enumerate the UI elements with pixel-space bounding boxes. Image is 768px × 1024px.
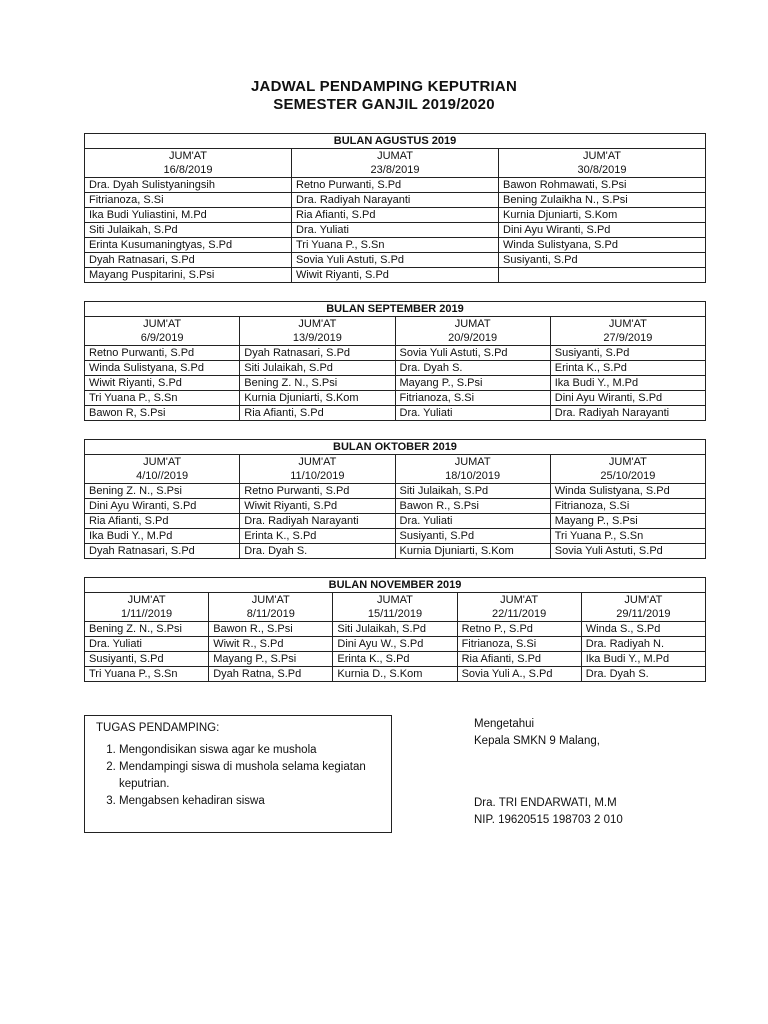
assignee-cell: Ria Afianti, S.Pd <box>292 208 499 223</box>
table-row <box>85 544 706 559</box>
assignee-cell: Siti Julaikah, S.Pd <box>333 622 457 637</box>
table-row <box>85 178 706 193</box>
table-row <box>85 268 706 283</box>
date-header: 1/11//2019 <box>85 607 209 622</box>
table-row <box>85 667 706 682</box>
assignee-cell: Bawon R., S.Psi <box>395 499 550 514</box>
date-header: 4/10//2019 <box>85 469 240 484</box>
signatory-block <box>474 795 623 829</box>
date-header: 15/11/2019 <box>333 607 457 622</box>
assignee-cell: Erinta K., S.Pd <box>240 529 395 544</box>
assignee-cell: Dra. Yuliati <box>395 406 550 421</box>
table-row <box>85 238 706 253</box>
table-row <box>85 529 706 544</box>
table-row <box>85 223 706 238</box>
day-header: JUMAT <box>333 593 457 608</box>
assignee-cell: Dra. Yuliati <box>292 223 499 238</box>
assignee-cell: Winda Sulistyana, S.Pd <box>85 361 240 376</box>
assignee-cell: Mayang P., S.Psi <box>209 652 333 667</box>
month-header: BULAN AGUSTUS 2019 <box>85 134 706 149</box>
day-header: JUM'AT <box>85 317 240 332</box>
assignee-cell: Bening Z. N., S.Psi <box>240 376 395 391</box>
assignee-cell: Tri Yuana P., S.Sn <box>550 529 705 544</box>
assignee-cell: Mayang Puspitarini, S.Psi <box>85 268 292 283</box>
approval-block <box>474 716 600 750</box>
assignee-cell: Fitrianoza, S.Si <box>85 193 292 208</box>
assignee-cell: Winda Sulistyana, S.Pd <box>499 238 706 253</box>
date-header: 8/11/2019 <box>209 607 333 622</box>
date-header: 6/9/2019 <box>85 331 240 346</box>
table-row <box>85 361 706 376</box>
assignee-cell: Dra. Radiyah Narayanti <box>550 406 705 421</box>
document-subtitle: SEMESTER GANJIL 2019/2020 <box>273 96 495 113</box>
assignee-cell: Wiwit Riyanti, S.Pd <box>292 268 499 283</box>
assignee-cell: Erinta K., S.Pd <box>333 652 457 667</box>
assignee-cell: Kurnia Djuniarti, S.Kom <box>395 544 550 559</box>
day-header: JUM'AT <box>457 593 581 608</box>
schedule-table-bulan-november-2019 <box>84 577 706 682</box>
assignee-cell <box>499 268 706 283</box>
table-row <box>85 253 706 268</box>
date-header: 18/10/2019 <box>395 469 550 484</box>
day-header: JUM'AT <box>85 593 209 608</box>
assignee-cell: Winda S., S.Pd <box>581 622 705 637</box>
table-row <box>85 208 706 223</box>
signatory-nip: NIP. 19620515 198703 2 010 <box>474 814 623 826</box>
table-row <box>85 652 706 667</box>
month-header: BULAN SEPTEMBER 2019 <box>85 302 706 317</box>
day-header: JUM'AT <box>499 149 706 164</box>
assignee-cell: Retno P., S.Pd <box>457 622 581 637</box>
assignee-cell: Erinta Kusumaningtyas, S.Pd <box>85 238 292 253</box>
signatory-name: Dra. TRI ENDARWATI, M.M <box>474 797 617 809</box>
assignee-cell: Dra. Yuliati <box>395 514 550 529</box>
date-header: 16/8/2019 <box>85 163 292 178</box>
assignee-cell: Dini Ayu Wiranti, S.Pd <box>499 223 706 238</box>
assignee-cell: Dra. Radiyah Narayanti <box>292 193 499 208</box>
principal-title: Kepala SMKN 9 Malang, <box>474 735 600 747</box>
day-header: JUMAT <box>395 455 550 470</box>
assignee-cell: Sovia Yuli Astuti, S.Pd <box>550 544 705 559</box>
date-header: 23/8/2019 <box>292 163 499 178</box>
day-header: JUM'AT <box>240 317 395 332</box>
month-header: BULAN OKTOBER 2019 <box>85 440 706 455</box>
assignee-cell: Fitrianoza, S.Si <box>457 637 581 652</box>
assignee-cell: Wiwit R., S.Pd <box>209 637 333 652</box>
assignee-cell: Susiyanti, S.Pd <box>395 529 550 544</box>
day-header: JUM'AT <box>240 455 395 470</box>
assignee-cell: Dini Ayu Wiranti, S.Pd <box>85 499 240 514</box>
assignee-cell: Ria Afianti, S.Pd <box>85 514 240 529</box>
assignee-cell: Ria Afianti, S.Pd <box>457 652 581 667</box>
assignee-cell: Bening Zulaikha N., S.Psi <box>499 193 706 208</box>
assignee-cell: Dyah Ratna, S.Pd <box>209 667 333 682</box>
assignee-cell: Bening Z. N., S.Psi <box>85 622 209 637</box>
assignee-cell: Erinta K., S.Pd <box>550 361 705 376</box>
day-header: JUM'AT <box>550 317 705 332</box>
assignee-cell: Susiyanti, S.Pd <box>550 346 705 361</box>
assignee-cell: Kurnia Djuniarti, S.Kom <box>240 391 395 406</box>
assignee-cell: Dra. Radiyah N. <box>581 637 705 652</box>
day-header: JUMAT <box>395 317 550 332</box>
table-row <box>85 637 706 652</box>
assignee-cell: Bawon R, S.Psi <box>85 406 240 421</box>
assignee-cell: Retno Purwanti, S.Pd <box>85 346 240 361</box>
assignee-cell: Retno Purwanti, S.Pd <box>292 178 499 193</box>
day-header: JUM'AT <box>581 593 705 608</box>
assignee-cell: Dra. Radiyah Narayanti <box>240 514 395 529</box>
assignee-cell: Ika Budi Yuliastini, M.Pd <box>85 208 292 223</box>
duties-list <box>85 742 369 810</box>
day-header: JUM'AT <box>85 455 240 470</box>
assignee-cell: Bawon R., S.Psi <box>209 622 333 637</box>
schedule-table-bulan-oktober-2019 <box>84 439 706 559</box>
duty-item: 3. Mengabsen kehadiran siswa <box>119 793 369 810</box>
assignee-cell: Dra. Dyah S. <box>395 361 550 376</box>
assignee-cell: Dyah Ratnasari, S.Pd <box>85 544 240 559</box>
date-header: 25/10/2019 <box>550 469 705 484</box>
table-row <box>85 346 706 361</box>
date-header: 30/8/2019 <box>499 163 706 178</box>
assignee-cell: Dini Ayu Wiranti, S.Pd <box>550 391 705 406</box>
assignee-cell: Sovia Yuli A., S.Pd <box>457 667 581 682</box>
day-header: JUM'AT <box>85 149 292 164</box>
assignee-cell: Dra. Dyah Sulistyaningsih <box>85 178 292 193</box>
assignee-cell: Dra. Yuliati <box>85 637 209 652</box>
date-header: 11/10/2019 <box>240 469 395 484</box>
assignee-cell: Mayang P., S.Psi <box>550 514 705 529</box>
assignee-cell: Kurnia D., S.Kom <box>333 667 457 682</box>
assignee-cell: Dini Ayu W., S.Pd <box>333 637 457 652</box>
approval-label: Mengetahui <box>474 718 535 730</box>
assignee-cell: Wiwit Riyanti, S.Pd <box>85 376 240 391</box>
month-header: BULAN NOVEMBER 2019 <box>85 578 706 593</box>
duty-item: 1. Mengondisikan siswa agar ke mushola <box>119 742 369 759</box>
assignee-cell: Siti Julaikah, S.Pd <box>240 361 395 376</box>
assignee-cell: Susiyanti, S.Pd <box>85 652 209 667</box>
assignee-cell: Tri Yuana P., S.Sn <box>292 238 499 253</box>
assignee-cell: Wiwit Riyanti, S.Pd <box>240 499 395 514</box>
assignee-cell: Sovia Yuli Astuti, S.Pd <box>395 346 550 361</box>
assignee-cell: Siti Julaikah, S.Pd <box>395 484 550 499</box>
assignee-cell: Dyah Ratnasari, S.Pd <box>240 346 395 361</box>
assignee-cell: Fitrianoza, S.Si <box>550 499 705 514</box>
assignee-cell: Siti Julaikah, S.Pd <box>85 223 292 238</box>
day-header: JUMAT <box>292 149 499 164</box>
assignee-cell: Sovia Yuli Astuti, S.Pd <box>292 253 499 268</box>
assignee-cell: Bening Z. N., S.Psi <box>85 484 240 499</box>
table-row <box>85 406 706 421</box>
document-title: JADWAL PENDAMPING KEPUTRIAN <box>251 78 517 95</box>
date-header: 29/11/2019 <box>581 607 705 622</box>
assignee-cell: Dra. Dyah S. <box>240 544 395 559</box>
assignee-cell: Tri Yuana P., S.Sn <box>85 391 240 406</box>
duty-item: 2. Mendampingi siswa di mushola selama kegiatan keputrian. <box>119 759 369 793</box>
assignee-cell: Ika Budi Y., M.Pd <box>550 376 705 391</box>
table-row <box>85 376 706 391</box>
assignee-cell: Dra. Dyah S. <box>581 667 705 682</box>
table-row <box>85 622 706 637</box>
table-row <box>85 484 706 499</box>
table-row <box>85 499 706 514</box>
date-header: 22/11/2019 <box>457 607 581 622</box>
assignee-cell: Susiyanti, S.Pd <box>499 253 706 268</box>
day-header: JUM'AT <box>550 455 705 470</box>
date-header: 13/9/2019 <box>240 331 395 346</box>
duties-box <box>84 715 392 833</box>
assignee-cell: Retno Purwanti, S.Pd <box>240 484 395 499</box>
assignee-cell: Tri Yuana P., S.Sn <box>85 667 209 682</box>
schedule-table-bulan-september-2019 <box>84 301 706 421</box>
table-row <box>85 391 706 406</box>
assignee-cell: Kurnia Djuniarti, S.Kom <box>499 208 706 223</box>
table-row <box>85 193 706 208</box>
assignee-cell: Winda Sulistyana, S.Pd <box>550 484 705 499</box>
assignee-cell: Ika Budi Y., M.Pd <box>85 529 240 544</box>
assignee-cell: Fitrianoza, S.Si <box>395 391 550 406</box>
assignee-cell: Ria Afianti, S.Pd <box>240 406 395 421</box>
date-header: 20/9/2019 <box>395 331 550 346</box>
assignee-cell: Mayang P., S.Psi <box>395 376 550 391</box>
assignee-cell: Ika Budi Y., M.Pd <box>581 652 705 667</box>
assignee-cell: Bawon Rohmawati, S.Psi <box>499 178 706 193</box>
duties-heading: TUGAS PENDAMPING: <box>96 722 220 734</box>
schedule-table-bulan-agustus-2019 <box>84 133 706 283</box>
day-header: JUM'AT <box>209 593 333 608</box>
assignee-cell: Dyah Ratnasari, S.Pd <box>85 253 292 268</box>
date-header: 27/9/2019 <box>550 331 705 346</box>
table-row <box>85 514 706 529</box>
